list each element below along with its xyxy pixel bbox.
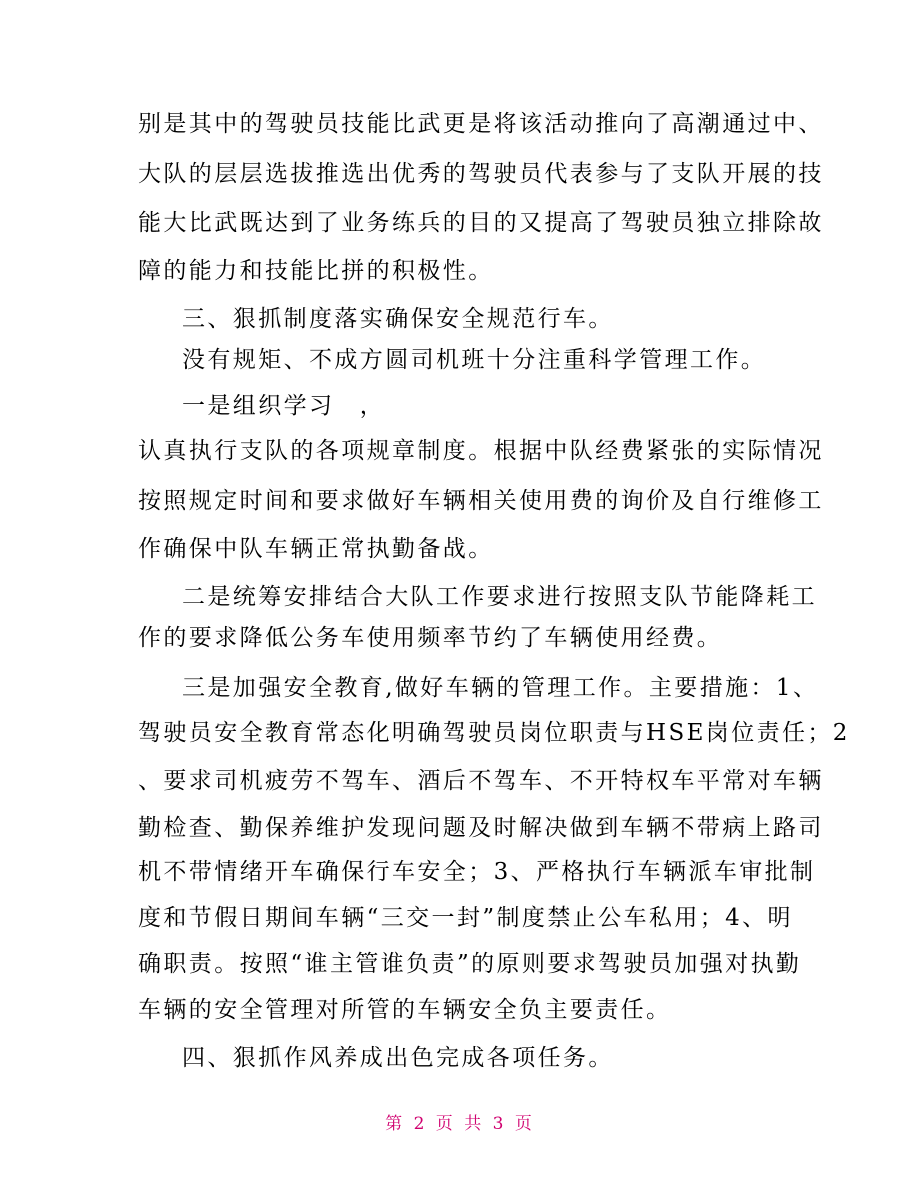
text-line: 、要求司机疲劳不驾车、酒后不驾车、不开特权车平常对车辆: [138, 768, 824, 794]
page-number: 第 2 页 共 3 页: [385, 1114, 535, 1134]
section-heading: 三、狠抓制度落实确保安全规范行车。: [182, 306, 614, 332]
text-line: 勤检查、勤保养维护发现问题及时解决做到车辆不带病上路司: [138, 815, 824, 841]
text-line: 机不带情绪开车确保行车安全；3、严格执行车辆派车审批制: [138, 859, 816, 885]
text-line: 作确保中队车辆正常执勤备战。: [138, 536, 494, 562]
text-line: 一是组织学习 ，: [182, 393, 386, 419]
text-line: 度和节假日期间车辆“三交一封”制度禁止公车私用；4、明: [138, 905, 793, 931]
section-heading: 四、狠抓作风养成出色完成各项任务。: [182, 1045, 614, 1071]
text-line: 按照规定时间和要求做好车辆相关使用费的询价及自行维修工: [138, 488, 824, 514]
text-line: 二是统筹安排结合大队工作要求进行按照支队节能降耗工: [182, 584, 817, 610]
text-line: 认真执行支队的各项规章制度。根据中队经费紧张的实际情况: [138, 438, 824, 464]
text-line: 能大比武既达到了业务练兵的目的又提高了驾驶员独立排除故: [138, 210, 824, 236]
text-line: 障的能力和技能比拼的积极性。: [138, 258, 494, 284]
text-line: 三是加强安全教育,做好车辆的管理工作。主要措施：1、: [182, 675, 819, 701]
text-line: 确职责。按照“谁主管谁负责”的原则要求驾驶员加强对执勤: [138, 951, 802, 977]
text-line: 没有规矩、不成方圆司机班十分注重科学管理工作。: [182, 347, 767, 373]
text-line: 车辆的安全管理对所管的车辆安全负主要责任。: [138, 997, 672, 1023]
text-line: 大队的层层选拔推选出优秀的驾驶员代表参与了支队开展的技: [138, 161, 824, 187]
text-line: 驾驶员安全教育常态化明确驾驶员岗位职责与HSE岗位责任；2: [138, 720, 850, 746]
text-line: 作的要求降低公务车使用频率节约了车辆使用经费。: [138, 625, 723, 651]
text-line: 别是其中的驾驶员技能比武更是将该活动推向了高潮通过中、: [138, 111, 824, 137]
